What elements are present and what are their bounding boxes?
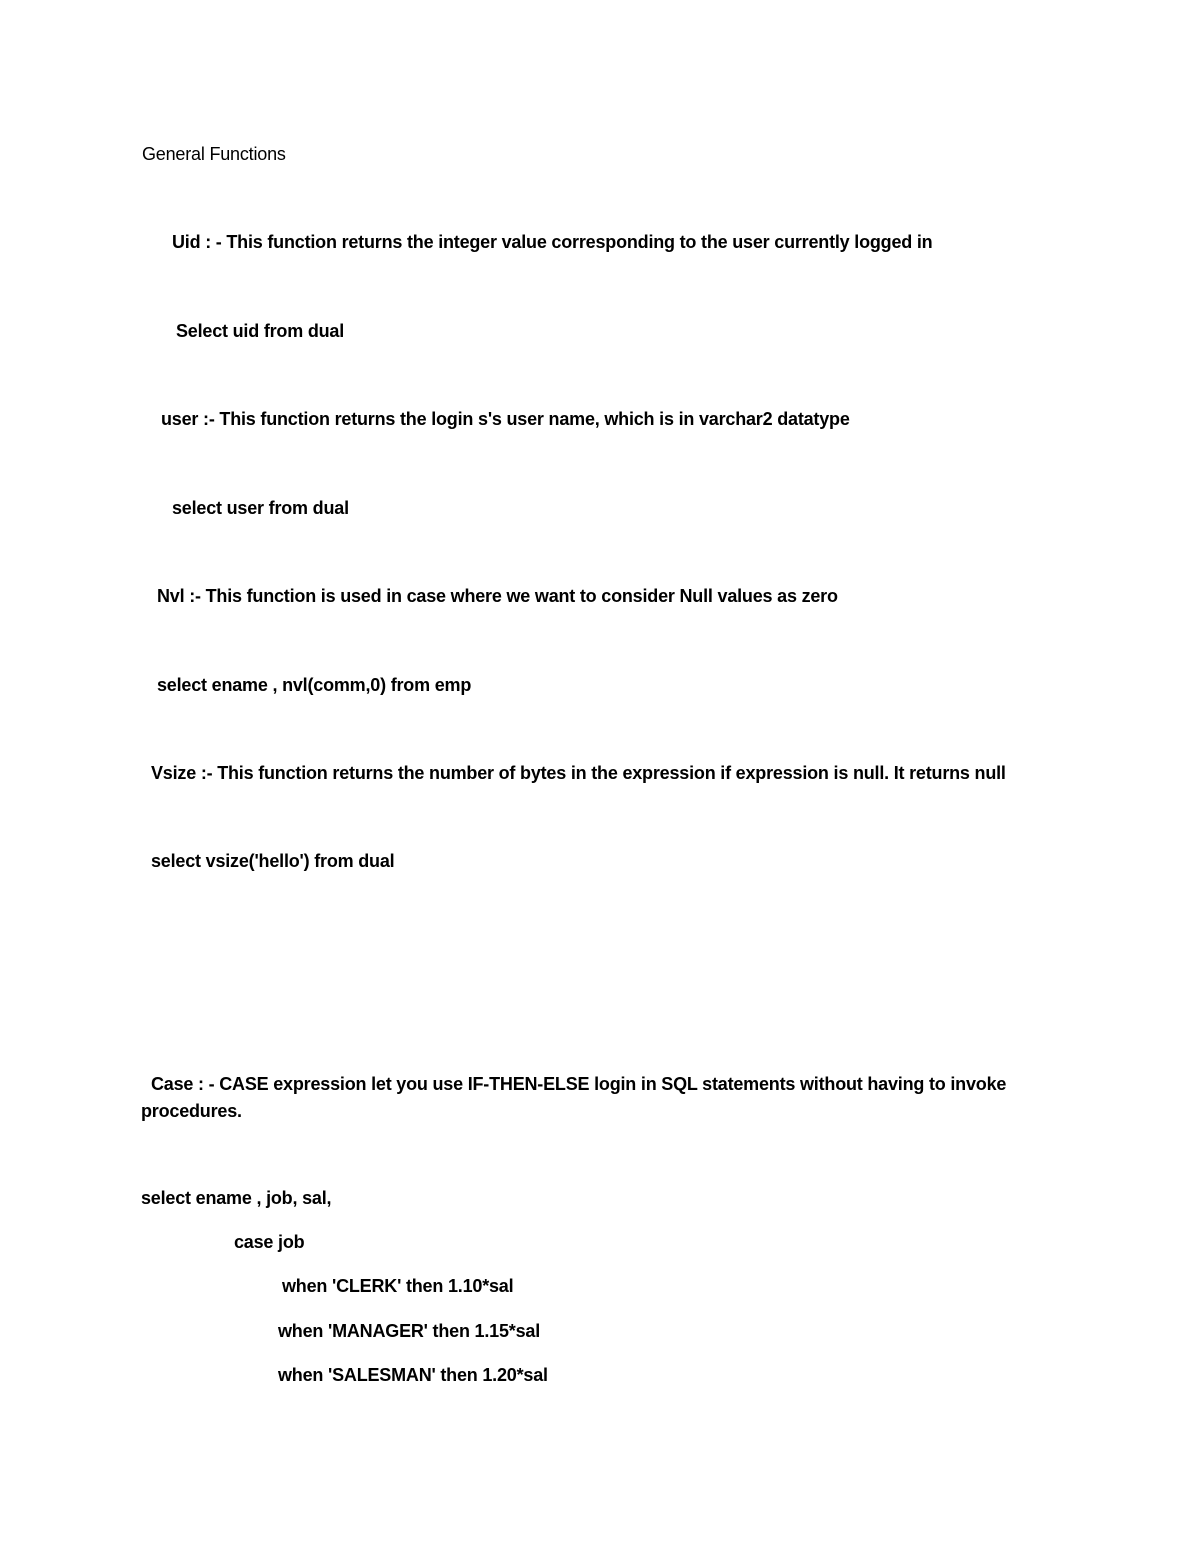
nvl-example: select ename , nvl(comm,0) from emp (157, 675, 472, 695)
user-example: select user from dual (172, 498, 349, 518)
case-code-line: when 'SALESMAN' then 1.20*sal (278, 1365, 548, 1385)
uid-description: Uid : - This function returns the integer value corresponding to the user currently logged in (172, 232, 933, 252)
case-code-line: when 'MANAGER' then 1.15*sal (278, 1321, 541, 1341)
vsize-example: select vsize('hello') from dual (151, 851, 395, 871)
uid-example: Select uid from dual (176, 321, 345, 341)
case-code-line: select ename , job, sal, (141, 1188, 332, 1208)
case-code-line: case job (234, 1232, 305, 1252)
user-description: user :- This function returns the login s's user name, which is in varchar2 datatype (161, 409, 850, 429)
nvl-description: Nvl :- This function is used in case where we want to consider Null values as zero (157, 586, 838, 606)
case-description-line2: procedures. (141, 1101, 242, 1121)
vsize-description: Vsize :- This function returns the number of bytes in the expression if expression is null. It returns null (151, 763, 1006, 783)
document-heading: General Functions (142, 144, 286, 164)
case-code-line: when 'CLERK' then 1.10*sal (282, 1276, 514, 1296)
case-description-line1: Case : - CASE expression let you use IF-THEN-ELSE login in SQL statements without having to invoke (151, 1074, 1007, 1094)
